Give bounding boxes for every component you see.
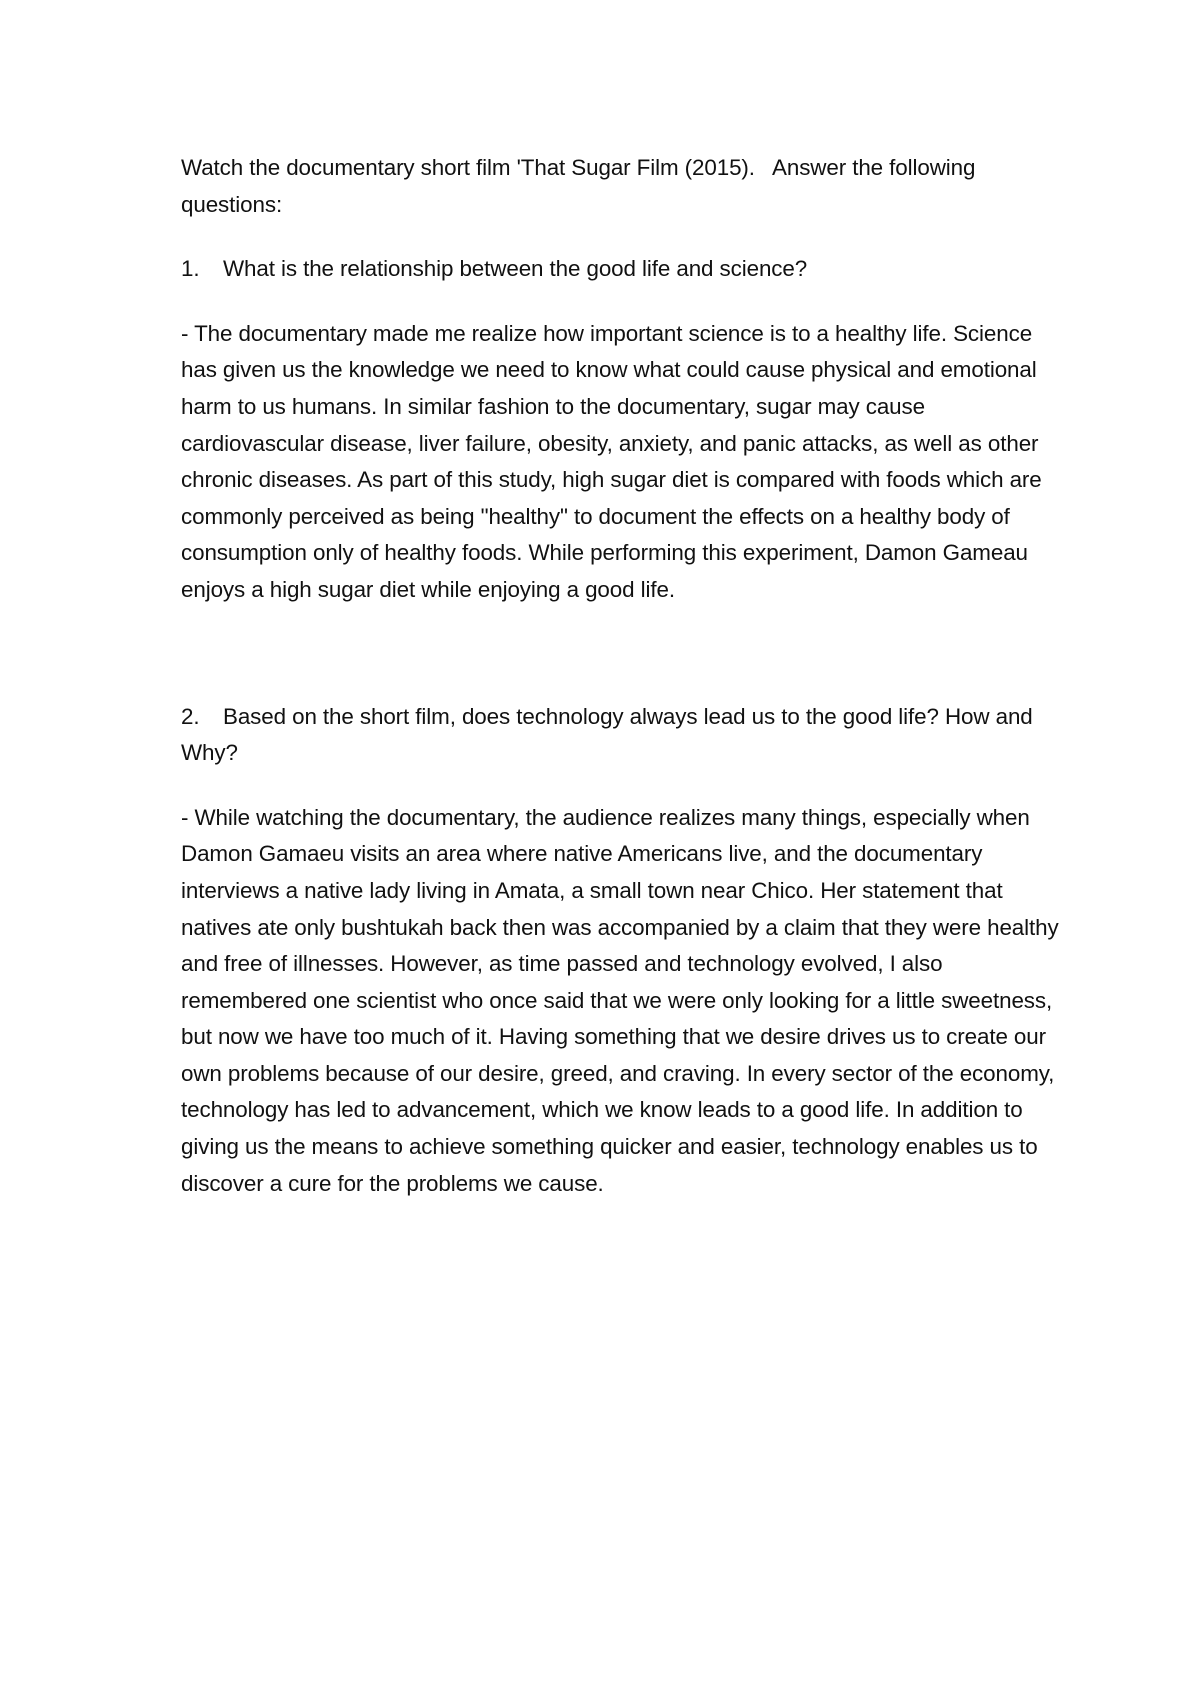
document-body	[181, 150, 1061, 1202]
intro-text: Watch the documentary short film 'That Sugar Film (2015). Answer the following questions:	[181, 155, 982, 217]
question-2-number: 2.	[181, 703, 200, 729]
question-1-text: What is the relationship between the good life and science?	[223, 256, 808, 282]
answer-1: - The documentary made me realize how important science is to a healthy life. Science has given us the knowledge we need to know what could cause physical and emotional harm to us humans. In similar fashion to the documentary, sugar may cause cardiovascular disease, liver failure, obesity, anxiety, and panic attacks, as well as other chronic diseases. As part of this study, high sugar diet is compared with foods which are commonly perceived as being "healthy" to document the effects on a healthy body of consumption only of healthy foods. While performing this experiment, Damon Gameau enjoys a high sugar diet while enjoying a good life.	[181, 320, 1042, 602]
spacer	[181, 772, 1061, 800]
spacer	[181, 609, 1061, 699]
spacer	[181, 288, 1061, 316]
question-2	[181, 699, 1061, 772]
answer-2: - While watching the documentary, the audience realizes many things, especially when Damon Gamaeu visits an area where native Americans live, and the documentary interviews a native lady living in Amata, a small town near Chico. Her statement that natives ate only bushtukah back then was accompanied by a claim that they were healthy and free of illnesses. However, as time passed and technology evolved, I also remembered one scientist who once said that we were only looking for a little sweetness, but now we have too much of it. Having something that we desire drives us to create our own problems because of our desire, greed, and craving. In every sector of the economy, technology has led to advancement, which we know leads to a good life. In addition to giving us the means to achieve something quicker and easier, technology enables us to discover a cure for the problems we cause.	[181, 804, 1059, 1196]
spacer	[181, 223, 1061, 251]
question-1	[181, 251, 1061, 288]
question-1-number: 1.	[181, 256, 200, 282]
question-2-text: Based on the short film, does technology always lead us to the good life? How and Why?	[181, 703, 1033, 766]
